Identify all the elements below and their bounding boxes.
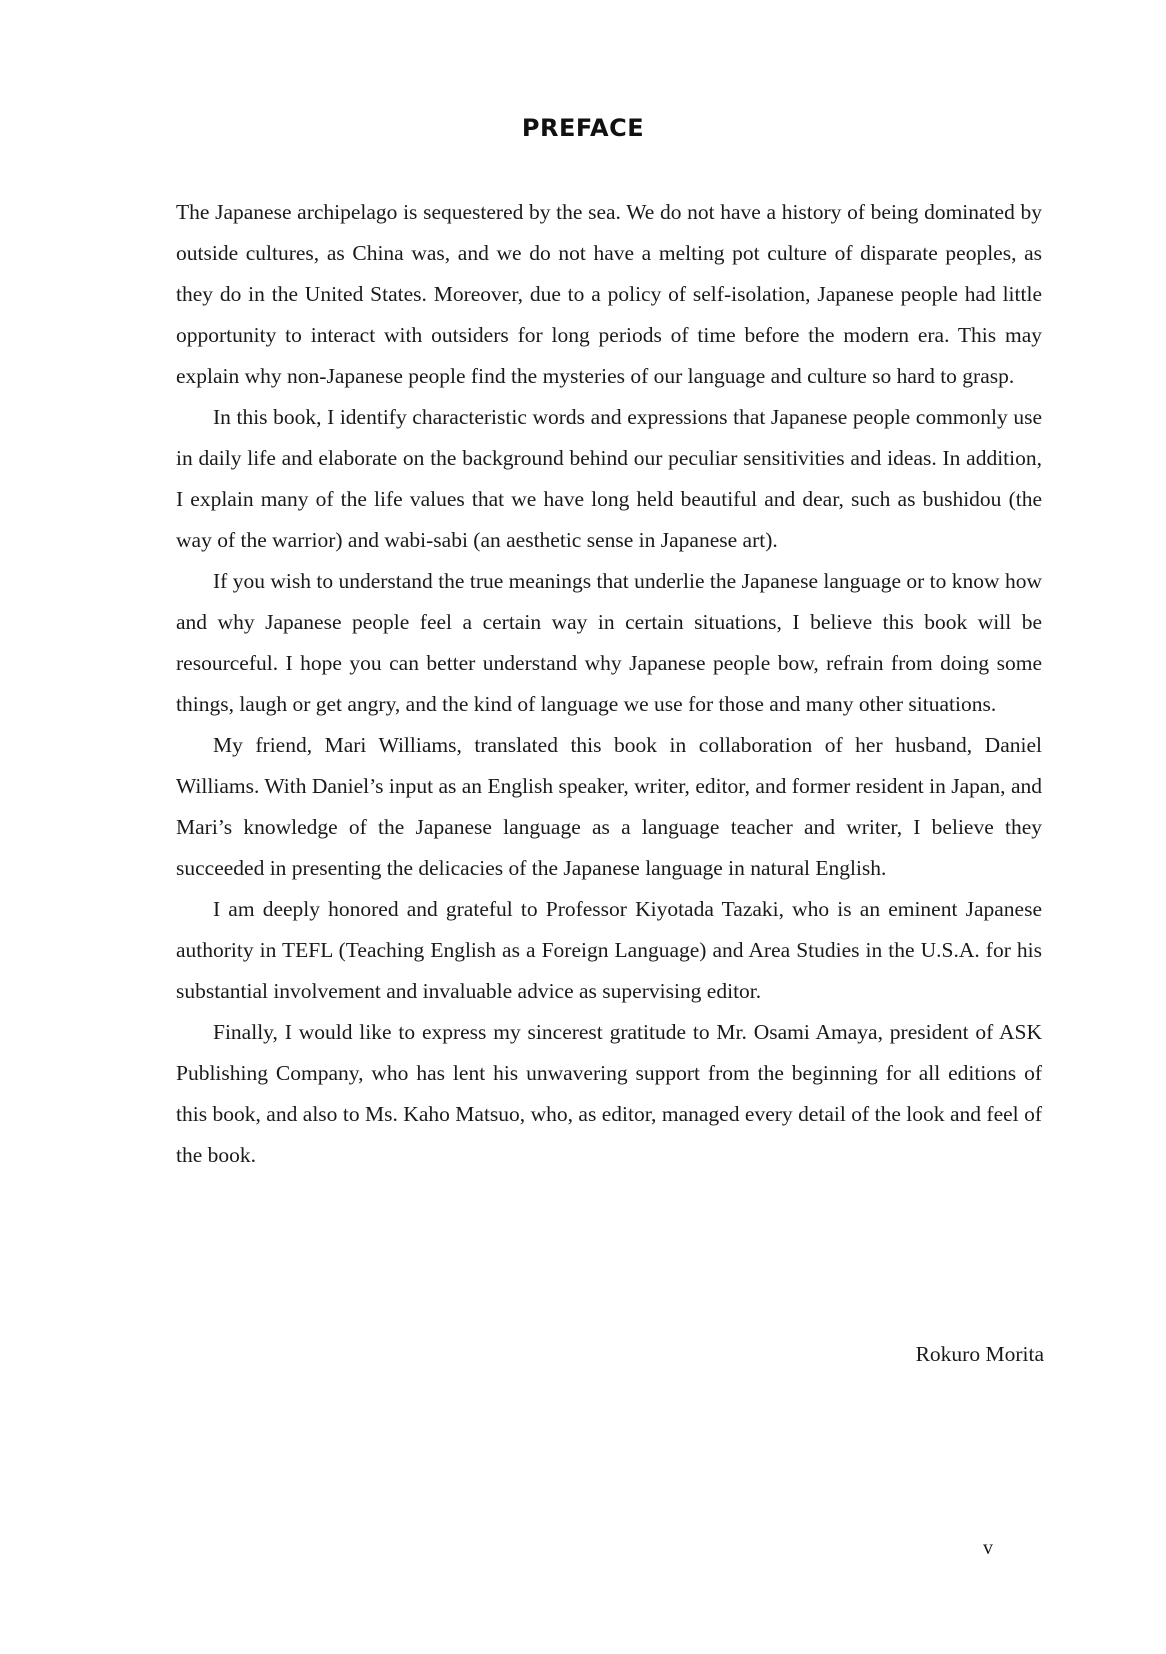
paragraph-3: If you wish to understand the true meanings that underlie the Japanese language or to know how and why Japanese people feel a certain way in certain situations, I believe this book will be resourceful. I hope you can better understand why Japanese people bow, refrain from doing some things, laugh or get angry, and the kind of language we use for those and many other situations.	[176, 569, 1042, 716]
paragraph-1: The Japanese archipelago is sequestered by the sea. We do not have a history of being dominated by outside cultures, as China was, and we do not have a melting pot culture of disparate peoples, as they do in the United States. Moreover, due to a policy of self-isolation, Japanese people had little opportunity to interact with outsiders for long periods of time before the modern era. This may explain why non-Japanese people find the mysteries of our language and culture so hard to grasp.	[176, 200, 1042, 388]
paragraph-4: My friend, Mari Williams, translated this book in collaboration of her husband, Daniel Williams. With Daniel’s input as an English speaker, writer, editor, and former resident in Japan, and Mari’s knowledge of the Japanese language as a language teacher and writer, I believe they succeeded in presenting the delicacies of the Japanese language in natural English.	[176, 733, 1042, 880]
paragraph-2: In this book, I identify characteristic words and expressions that Japanese people commonly use in daily life and elaborate on the background behind our peculiar sensitivities and ideas. In addition, I explain many of the life values that we have long held beautiful and dear, such as bushidou (the way of the warrior) and wabi-sabi (an aesthetic sense in Japanese art).	[176, 405, 1042, 552]
paragraph-6: Finally, I would like to express my sincerest gratitude to Mr. Osami Amaya, president of ASK Publishing Company, who has lent his unwavering support from the beginning for all editions of this book, and also to Ms. Kaho Matsuo, who, as editor, managed every detail of the look and feel of the book.	[176, 1020, 1042, 1167]
author-signature: Rokuro Morita	[915, 1342, 1044, 1366]
page-title: PREFACE	[521, 114, 645, 142]
preface-body	[176, 192, 1042, 1176]
paragraph-5: I am deeply honored and grateful to Professor Kiyotada Tazaki, who is an eminent Japanese authority in TEFL (Teaching English as a Foreign Language) and Area Studies in the U.S.A. for his substantial involvement and invaluable advice as supervising editor.	[176, 897, 1042, 1003]
page-number: v	[983, 1537, 993, 1559]
